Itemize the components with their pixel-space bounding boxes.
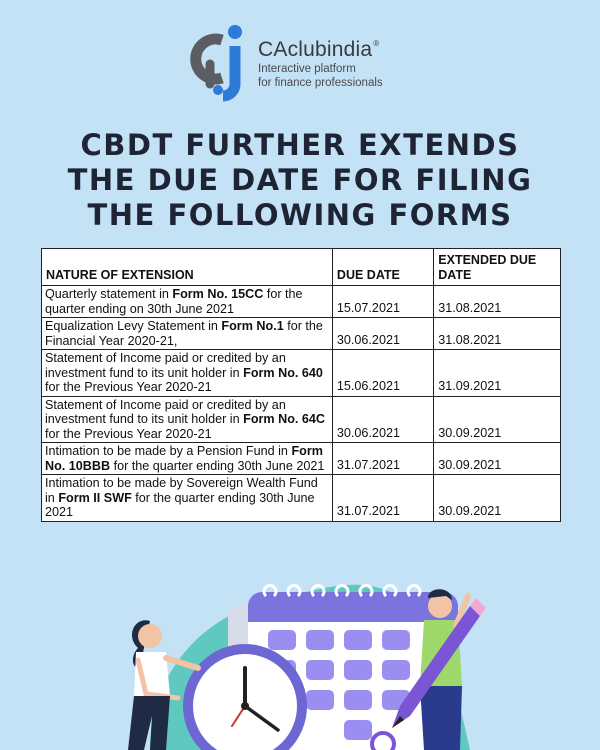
headline-line-3: THE FOLLOWING FORMS (87, 198, 513, 232)
form-name: Form No. 15CC (172, 287, 264, 301)
extended-date-cell: 30.09.2021 (434, 396, 561, 443)
extended-date-cell: 30.09.2021 (434, 443, 561, 475)
due-date-cell: 31.07.2021 (332, 475, 433, 522)
form-name: Form No.1 (221, 319, 284, 333)
table-row (42, 318, 561, 350)
brand-text (258, 38, 383, 90)
form-name: Form No. 640 (243, 365, 323, 380)
headline-line-1: CBDT FURTHER EXTENDS (80, 128, 520, 162)
brand-tagline-line2: for finance professionals (258, 77, 383, 89)
brand-logo (188, 24, 418, 104)
extension-table (41, 248, 561, 522)
extended-date-cell: 31.09.2021 (434, 350, 561, 397)
brand-tagline-line1: Interactive platform (258, 63, 356, 75)
due-date-cell: 31.07.2021 (332, 443, 433, 475)
nature-cell: Equalization Levy Statement in Form No.1 for the Financial Year 2020-21, (42, 318, 333, 350)
form-name: Form II SWF (58, 490, 132, 505)
caclubindia-logo-icon (188, 24, 256, 102)
due-date-cell: 15.07.2021 (332, 286, 433, 318)
header-due-date: DUE DATE (332, 249, 433, 286)
table-header-row (42, 249, 561, 286)
nature-cell: Statement of Income paid or credited by an investment fund to its unit holder in Form No. 64C for the Previous Year 2020-21 (42, 396, 333, 443)
nature-cell: Intimation to be made by a Pension Fund in Form No. 10BBB for the quarter ending 30th June 2021 (42, 443, 333, 475)
table-row (42, 286, 561, 318)
nature-cell: Intimation to be made by Sovereign Wealth Fund in Form II SWF for the quarter ending 30th June 2021 (42, 475, 333, 522)
header-nature-of-extension: NATURE OF EXTENSION (42, 249, 333, 286)
headline (0, 128, 600, 233)
due-date-cell: 15.06.2021 (332, 350, 433, 397)
form-name: Form No. 64C (243, 412, 325, 426)
nature-cell: Statement of Income paid or credited by an investment fund to its unit holder in Form No. 640 for the Previous Year 2020-21 (42, 350, 333, 397)
illustration (0, 556, 600, 750)
due-date-cell: 30.06.2021 (332, 396, 433, 443)
table-row (42, 443, 561, 475)
brand-name: CAclubindia® (258, 38, 380, 61)
extended-date-cell: 31.08.2021 (434, 318, 561, 350)
headline-line-2: THE DUE DATE FOR FILING (67, 163, 533, 197)
extended-date-cell: 31.08.2021 (434, 286, 561, 318)
nature-cell: Quarterly statement in Form No. 15CC for the quarter ending on 30th June 2021 (42, 286, 333, 318)
table-row (42, 350, 561, 397)
table-row (42, 396, 561, 443)
form-name: Form No. 10BBB (45, 444, 323, 473)
header-extended-due-date: EXTENDED DUE DATE (434, 249, 561, 286)
table-row (42, 475, 561, 522)
due-date-cell: 30.06.2021 (332, 318, 433, 350)
extended-date-cell: 30.09.2021 (434, 475, 561, 522)
registered-mark: ® (373, 39, 380, 48)
